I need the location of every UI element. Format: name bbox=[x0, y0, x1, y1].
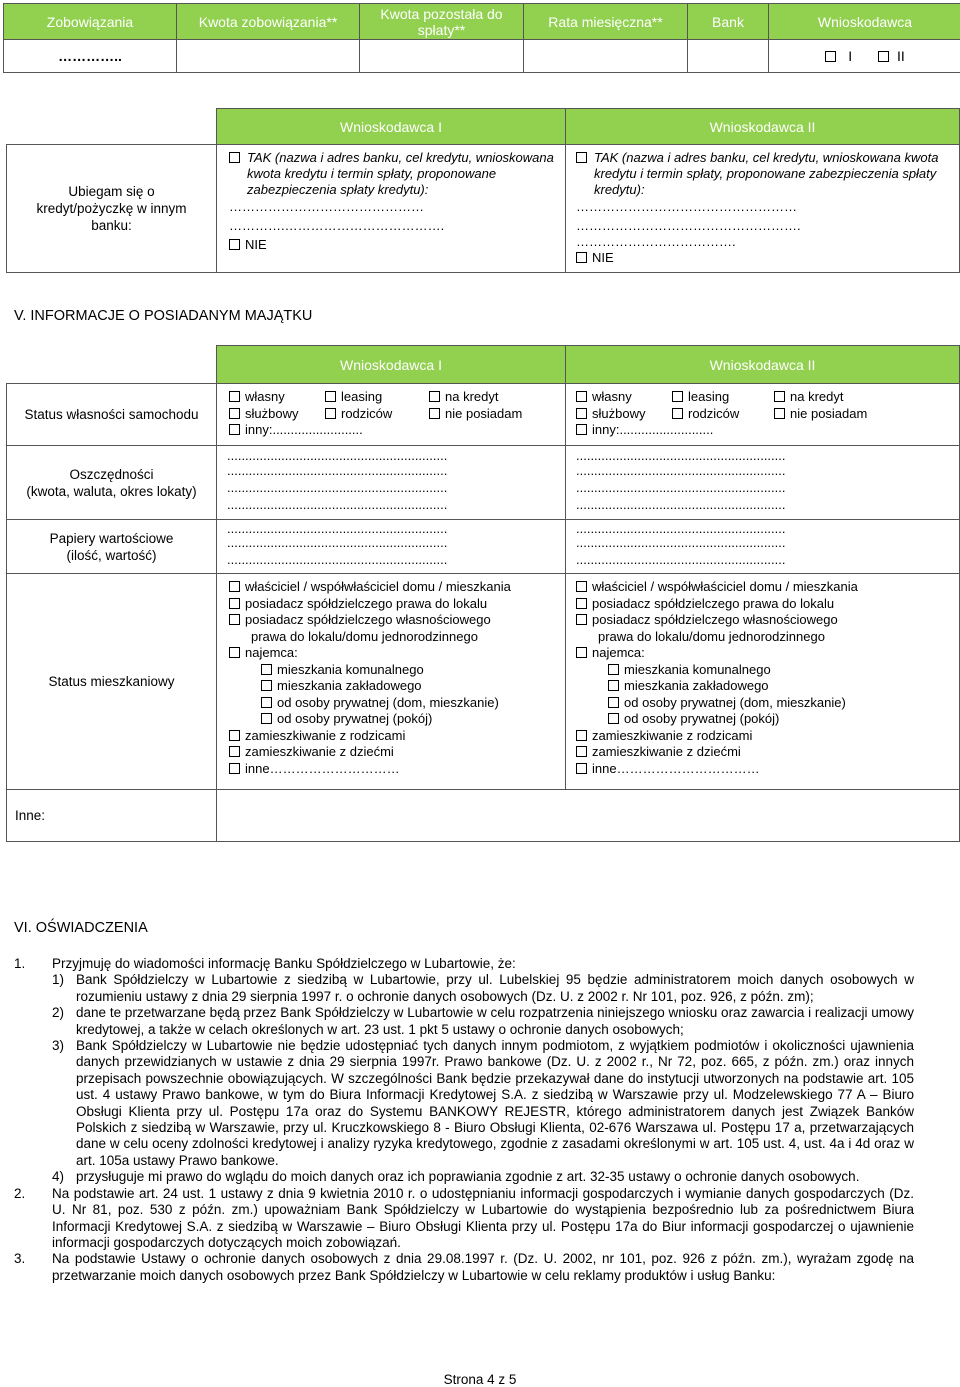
h2-parents-checkbox[interactable] bbox=[576, 730, 587, 741]
header-obligations: Zobowiązania bbox=[4, 4, 177, 40]
securities-dots-1c: ............................................................. bbox=[227, 551, 565, 568]
car-company-label: służbowy bbox=[245, 406, 298, 421]
declaration-1-text: Przyjmuję do wiadomości informację Banku Spółdzielczego w Lubartowie, że: bbox=[52, 956, 914, 972]
car2-none-option bbox=[774, 406, 867, 423]
h1-coop-owner bbox=[229, 596, 565, 613]
declaration-1-item-4 bbox=[52, 1169, 914, 1185]
item-4-number: 4) bbox=[52, 1169, 76, 1185]
securities-applicant-2[interactable] bbox=[566, 520, 960, 574]
yes-label-2: TAK (nazwa i adres banku, cel kredytu, wnioskowana kwota kredytu i termin spłaty, proponowane zabezpieczenia spłaty kredytu): bbox=[594, 150, 951, 198]
h2-private-room-label: od osoby prywatnej (pokój) bbox=[624, 711, 779, 726]
item-3-number: 3) bbox=[52, 1038, 76, 1169]
applicant-ii-label: II bbox=[897, 48, 905, 64]
h2-coop-owner-label: posiadacz spółdzielczego prawa do lokalu bbox=[592, 596, 834, 611]
declaration-1-item-3 bbox=[52, 1038, 914, 1169]
h2-parents bbox=[576, 728, 959, 745]
car-own-label: własny bbox=[245, 389, 285, 404]
h1-municipal-label: mieszkania komunalnego bbox=[277, 662, 424, 677]
car-own-option bbox=[229, 389, 325, 406]
obligation-remaining-cell[interactable] bbox=[360, 40, 524, 73]
car-other-option bbox=[229, 422, 565, 439]
h2-other bbox=[576, 761, 959, 778]
empty-corner bbox=[7, 109, 217, 145]
obligations-table bbox=[3, 3, 960, 73]
h2-private-house-checkbox[interactable] bbox=[608, 697, 619, 708]
h1-company-checkbox[interactable] bbox=[261, 680, 272, 691]
h2-coop-owner-checkbox[interactable] bbox=[576, 598, 587, 609]
h1-tenant-checkbox[interactable] bbox=[229, 647, 240, 658]
obligation-bank-cell[interactable] bbox=[688, 40, 769, 73]
car2-credit-checkbox[interactable] bbox=[774, 391, 785, 402]
savings-label-2: (kwota, waluta, okres lokaty) bbox=[7, 483, 216, 500]
other-loans-applicant-2 bbox=[566, 145, 960, 273]
h1-private-room-checkbox[interactable] bbox=[261, 713, 272, 724]
h2-municipal-label: mieszkania komunalnego bbox=[624, 662, 771, 677]
h1-owner bbox=[229, 579, 565, 596]
h1-company bbox=[229, 678, 565, 695]
item-2-number: 2) bbox=[52, 1005, 76, 1038]
car2-company-label: służbowy bbox=[592, 406, 645, 421]
h1-owner-label: właściciel / współwłaściciel domu / mieszkania bbox=[245, 579, 511, 594]
header-installment: Rata miesięczna** bbox=[524, 4, 688, 40]
obligation-amount-cell[interactable] bbox=[177, 40, 360, 73]
car2-none-label: nie posiadam bbox=[790, 406, 867, 421]
applicant-i-checkbox[interactable] bbox=[825, 51, 836, 62]
h1-coop-prop bbox=[229, 612, 565, 629]
h2-other-checkbox[interactable] bbox=[576, 763, 587, 774]
other-input[interactable] bbox=[217, 790, 960, 842]
h1-private-room bbox=[229, 711, 565, 728]
h1-municipal bbox=[229, 662, 565, 679]
h2-coop-prop-checkbox[interactable] bbox=[576, 614, 587, 625]
savings-dots-2d: .......................................................... bbox=[576, 496, 959, 513]
other-loans-header-1: Wnioskodawca I bbox=[217, 109, 566, 145]
yes-checkbox-2[interactable] bbox=[576, 152, 587, 163]
h1-children-label: zamieszkiwanie z dziećmi bbox=[245, 744, 394, 759]
h2-coop-prop-2-label: prawa do lokalu/domu jednorodzinnego bbox=[598, 629, 825, 644]
car-row-1 bbox=[229, 389, 565, 406]
declaration-1-item-2 bbox=[52, 1005, 914, 1038]
car2-credit-option bbox=[774, 389, 843, 406]
no-label-2: NIE bbox=[592, 250, 614, 265]
h1-other-checkbox[interactable] bbox=[229, 763, 240, 774]
h2-tenant bbox=[576, 645, 959, 662]
securities-label bbox=[7, 520, 217, 574]
page-number: Strona 4 z 5 bbox=[0, 1372, 960, 1387]
dots-2c[interactable]: ………………………………. bbox=[576, 234, 951, 250]
h2-other-label: inne…………………………… bbox=[592, 761, 760, 776]
h1-other-label: inne………………………… bbox=[245, 761, 400, 776]
h1-coop-prop-2-label: prawa do lokalu/domu jednorodzinnego bbox=[251, 629, 478, 644]
h2-company bbox=[576, 678, 959, 695]
dots-2b[interactable]: ……………………………………………. bbox=[576, 218, 951, 234]
car-leasing-option bbox=[325, 389, 429, 406]
assets-header-2: Wnioskodawca II bbox=[566, 346, 960, 384]
h2-private-house-label: od osoby prywatnej (dom, mieszkanie) bbox=[624, 695, 846, 710]
car-row-2 bbox=[229, 406, 565, 423]
savings-applicant-1[interactable] bbox=[217, 446, 566, 520]
securities-dots-2b: .......................................................... bbox=[576, 534, 959, 551]
declaration-1-item-1 bbox=[52, 972, 914, 1005]
other-loans-table bbox=[6, 108, 960, 273]
header-amount: Kwota zobowiązania** bbox=[177, 4, 360, 40]
assets-corner bbox=[7, 346, 217, 384]
securities-dots-1a: ............................................................. bbox=[227, 524, 565, 534]
securities-dots-2a: .......................................................... bbox=[576, 524, 959, 534]
other-label-text: Inne: bbox=[15, 808, 45, 823]
other-label bbox=[7, 790, 217, 842]
h2-children-checkbox[interactable] bbox=[576, 746, 587, 757]
h1-private-house-label: od osoby prywatnej (dom, mieszkanie) bbox=[277, 695, 499, 710]
car-company-option bbox=[229, 406, 325, 423]
car2-row-1 bbox=[576, 389, 959, 406]
dots-2a[interactable]: …………………………………………… bbox=[576, 199, 951, 215]
item-1-text: Bank Spółdzielczy w Lubartowie z siedzibą w Lubartowie, przy ul. Lubelskiej 95 będzie administratorem moich danych osobowych w rozumieniu ustawy z dnia 29 sierpnia 1997 r. o ochronie danych osobowych (Dz. U. z 2002 r. Nr 101, poz. 926, z późn. zm); bbox=[76, 972, 914, 1005]
car2-other-checkbox[interactable] bbox=[576, 424, 587, 435]
car2-row-2 bbox=[576, 406, 959, 423]
other-loans-label: Ubiegam się o kredyt/pożyczkę w innym banku: bbox=[7, 145, 217, 273]
car-parents-option bbox=[325, 406, 429, 423]
header-remaining: Kwota pozostała do spłaty** bbox=[360, 4, 524, 40]
yes-option-1 bbox=[229, 150, 557, 198]
car-credit-option bbox=[429, 389, 498, 406]
h2-company-label: mieszkania zakładowego bbox=[624, 678, 769, 693]
car2-own-checkbox[interactable] bbox=[576, 391, 587, 402]
savings-dots-2b: .......................................................... bbox=[576, 462, 959, 479]
dots-1b[interactable]: ………….………………………………. bbox=[229, 218, 557, 234]
car2-company-checkbox[interactable] bbox=[576, 408, 587, 419]
h1-children bbox=[229, 744, 565, 761]
declaration-3 bbox=[14, 1251, 914, 1284]
item-1-number: 1) bbox=[52, 972, 76, 1005]
no-label-1: NIE bbox=[245, 237, 267, 252]
car-leasing-checkbox[interactable] bbox=[325, 391, 336, 402]
item-3-text: Bank Spółdzielczy w Lubartowie nie będzie udostępniać tych danych innym podmiotom, z wyjątkiem podmiotów i okoliczności ujawnienia danych przewidzianych w ustawie z dnia 29 sierpnia 1997r. Prawo bankowe (Dz. U. z 2002 r., Nr 72, poz. 665, z późn. zm.) oraz innych przepisach powszechnie obowiązujących. W szczególności Bank będzie przekazywał dane do instytucji utworzonych na podstawie art. 105 ust. 4 ustawy Prawo bankowe, w tym do Biura Informacji Kredytowej S.A. z siedzibą w Warszawie przy ul. Modzelewskiego 77 A – Biuro Obsługi Klienta przy ul. Postępu 17a oraz do Systemu BANKOWY REJESTR, którego administratorem danych jest Związek Banków Polskich z siedzibą w Warszawie, przy ul. Kruczkowskiego 8 - Biuro Obsługi Klienta, 02-676 Warszawa ul. Postępu 17 a, przetwarzających dane w celu oceny zdolności kredytowej i analizy ryzyka kredytowego, zgodnie z zasadami określonymi w art. 105 ust. 4, ust. 4a i 4d oraz w art. 105a ustawy Prawo bankowe. bbox=[76, 1038, 914, 1169]
applicant-ii-checkbox[interactable] bbox=[878, 51, 889, 62]
securities-dots-1b: ............................................................. bbox=[227, 534, 565, 551]
assets-header-1: Wnioskodawca I bbox=[217, 346, 566, 384]
h2-coop-prop bbox=[576, 612, 959, 629]
car-credit-checkbox[interactable] bbox=[429, 391, 440, 402]
declaration-1-number: 1. bbox=[14, 956, 52, 972]
no-checkbox-2[interactable] bbox=[576, 252, 587, 263]
savings-dots-1a: ............................................................. bbox=[227, 450, 565, 462]
obligation-applicant-cell bbox=[769, 40, 960, 73]
car2-none-checkbox[interactable] bbox=[774, 408, 785, 419]
car2-parents-checkbox[interactable] bbox=[672, 408, 683, 419]
declaration-3-text: Na podstawie Ustawy o ochronie danych osobowych z dnia 29.08.1997 r. (Dz. U. 2002, nr 101, poz. 926 z późn. zm.), wyrażam zgodę na przetwarzanie moich danych osobowych przez Bank Spółdzielczy w Lubartowie w celu reklamy produktów i usług Banku: bbox=[52, 1251, 914, 1284]
h2-children bbox=[576, 744, 959, 761]
car2-leasing-checkbox[interactable] bbox=[672, 391, 683, 402]
other-loans-applicant-1 bbox=[217, 145, 566, 273]
car-leasing-label: leasing bbox=[341, 389, 382, 404]
no-option-1 bbox=[229, 237, 557, 253]
savings-label-1: Oszczędności bbox=[7, 466, 216, 483]
header-bank: Bank bbox=[688, 4, 769, 40]
car-none-label: nie posiadam bbox=[445, 406, 522, 421]
car2-parents-label: rodziców bbox=[688, 406, 739, 421]
car-credit-label: na kredyt bbox=[445, 389, 498, 404]
h2-private-house bbox=[576, 695, 959, 712]
header-applicant: Wnioskodawca bbox=[769, 4, 960, 40]
declaration-2 bbox=[14, 1186, 914, 1252]
h2-private-room-checkbox[interactable] bbox=[608, 713, 619, 724]
other-loans-header-2: Wnioskodawca II bbox=[566, 109, 960, 145]
h1-parents-label: zamieszkiwanie z rodzicami bbox=[245, 728, 405, 743]
h1-children-checkbox[interactable] bbox=[229, 746, 240, 757]
obligation-name-cell[interactable] bbox=[4, 40, 177, 73]
h2-children-label: zamieszkiwanie z dziećmi bbox=[592, 744, 741, 759]
h1-company-label: mieszkania zakładowego bbox=[277, 678, 422, 693]
savings-dots-1b: ............................................................. bbox=[227, 462, 565, 479]
securities-label-1: Papiery wartościowe bbox=[7, 530, 216, 547]
car2-own-label: własny bbox=[592, 389, 632, 404]
h1-tenant-label: najemca: bbox=[245, 645, 298, 660]
declaration-3-number: 3. bbox=[14, 1251, 52, 1284]
h1-owner-checkbox[interactable] bbox=[229, 581, 240, 592]
h1-municipal-checkbox[interactable] bbox=[261, 664, 272, 675]
yes-label-1: TAK (nazwa i adres banku, cel kredytu, wnioskowana kwota kredytu i termin spłaty, proponowane zabezpieczenia spłaty kredytu): bbox=[247, 150, 557, 198]
h2-owner bbox=[576, 579, 959, 596]
h1-other bbox=[229, 761, 565, 778]
housing-applicant-1 bbox=[217, 574, 566, 790]
declarations bbox=[14, 956, 914, 1284]
savings-dots-1d: ............................................................. bbox=[227, 496, 565, 513]
car-status-label: Status własności samochodu bbox=[7, 384, 217, 446]
car2-leasing-option bbox=[672, 389, 774, 406]
assets-table bbox=[6, 345, 960, 842]
car-none-option bbox=[429, 406, 522, 423]
obligation-installment-cell[interactable] bbox=[524, 40, 688, 73]
car-parents-checkbox[interactable] bbox=[325, 408, 336, 419]
item-4-text: przysługuje mi prawo do wglądu do moich danych oraz ich poprawiania zgodnie z art. 32-35 ustawy o ochronie danych osobowych. bbox=[76, 1169, 914, 1185]
h1-private-house-checkbox[interactable] bbox=[261, 697, 272, 708]
housing-applicant-2 bbox=[566, 574, 960, 790]
car2-other-label: inny:.......................... bbox=[592, 422, 713, 437]
no-checkbox-1[interactable] bbox=[229, 239, 240, 250]
h2-owner-label: właściciel / współwłaściciel domu / mieszkania bbox=[592, 579, 858, 594]
h2-coop-prop-2 bbox=[576, 629, 959, 646]
savings-dots-2a: .......................................................... bbox=[576, 450, 959, 462]
savings-label bbox=[7, 446, 217, 520]
car2-company-option bbox=[576, 406, 672, 423]
car-none-checkbox[interactable] bbox=[429, 408, 440, 419]
yes-checkbox-1[interactable] bbox=[229, 152, 240, 163]
declaration-2-number: 2. bbox=[14, 1186, 52, 1252]
yes-option-2 bbox=[576, 150, 951, 198]
car2-leasing-label: leasing bbox=[688, 389, 729, 404]
h1-parents bbox=[229, 728, 565, 745]
car2-own-option bbox=[576, 389, 672, 406]
h2-coop-owner bbox=[576, 596, 959, 613]
car-parents-label: rodziców bbox=[341, 406, 392, 421]
securities-dots-2c: .......................................................... bbox=[576, 551, 959, 568]
h1-coop-prop-label: posiadacz spółdzielczego własnościowego bbox=[245, 612, 491, 627]
car-status-applicant-1 bbox=[217, 384, 566, 446]
securities-applicant-1[interactable] bbox=[217, 520, 566, 574]
car-other-label: inny:......................... bbox=[245, 422, 363, 437]
dots-1a[interactable]: ……………………………………… bbox=[229, 199, 557, 215]
car-own-checkbox[interactable] bbox=[229, 391, 240, 402]
car2-credit-label: na kredyt bbox=[790, 389, 843, 404]
car-other-checkbox[interactable] bbox=[229, 424, 240, 435]
savings-dots-1c: ............................................................. bbox=[227, 479, 565, 496]
h1-coop-prop-checkbox[interactable] bbox=[229, 614, 240, 625]
h1-parents-checkbox[interactable] bbox=[229, 730, 240, 741]
obligation-placeholder: ………….. bbox=[58, 48, 122, 64]
h2-owner-checkbox[interactable] bbox=[576, 581, 587, 592]
applicant-i-label: I bbox=[848, 48, 852, 64]
h2-private-room bbox=[576, 711, 959, 728]
no-option-2 bbox=[576, 250, 951, 266]
h1-coop-prop-2 bbox=[229, 629, 565, 646]
housing-label: Status mieszkaniowy bbox=[7, 574, 217, 790]
h2-company-checkbox[interactable] bbox=[608, 680, 619, 691]
h2-tenant-label: najemca: bbox=[592, 645, 645, 660]
declaration-1 bbox=[14, 956, 914, 972]
declaration-2-text: Na podstawie art. 24 ust. 1 ustawy z dnia 9 kwietnia 2010 r. o udostępnianiu informacji gospodarczych i wymianie danych gospodarczych (Dz. U. Nr 81, poz. 530 z późn. zm.) upoważniam Bank Spółdzielczy w Lubartowie do wystąpienia bezpośrednio lub za pośrednictwem Biura Informacji Kredytowej S.A. z siedzibą w Warszawie – Biuro Obsługi Klienta przy ul. Postępu 17a do Biur informacji gospodarczej o ujawnienie informacji gospodarczych dotyczących moich zobowiązań. bbox=[52, 1186, 914, 1252]
securities-label-2: (ilość, wartość) bbox=[7, 547, 216, 564]
car-company-checkbox[interactable] bbox=[229, 408, 240, 419]
item-2-text: dane te przetwarzane będą przez Bank Spółdzielczy w Lubartowie w celu rozpatrzenia niniejszego wniosku oraz zawarcia i realizacji umowy kredytowej, a także w celach określonych w art. 23 ust. 1 pkt 5 ustawy o ochronie danych osobowych; bbox=[76, 1005, 914, 1038]
savings-dots-2c: .......................................................... bbox=[576, 479, 959, 496]
h1-private-house bbox=[229, 695, 565, 712]
h1-tenant bbox=[229, 645, 565, 662]
section-v-title: V. INFORMACJE O POSIADANYM MAJĄTKU bbox=[14, 308, 312, 324]
car2-other-option bbox=[576, 422, 959, 439]
section-vi-title: VI. OŚWIADCZENIA bbox=[14, 920, 148, 936]
savings-applicant-2[interactable] bbox=[566, 446, 960, 520]
h1-coop-owner-label: posiadacz spółdzielczego prawa do lokalu bbox=[245, 596, 487, 611]
h1-coop-owner-checkbox[interactable] bbox=[229, 598, 240, 609]
h2-municipal-checkbox[interactable] bbox=[608, 664, 619, 675]
h2-tenant-checkbox[interactable] bbox=[576, 647, 587, 658]
car2-parents-option bbox=[672, 406, 774, 423]
h2-parents-label: zamieszkiwanie z rodzicami bbox=[592, 728, 752, 743]
car-status-applicant-2 bbox=[566, 384, 960, 446]
h2-municipal bbox=[576, 662, 959, 679]
h1-private-room-label: od osoby prywatnej (pokój) bbox=[277, 711, 432, 726]
h2-coop-prop-label: posiadacz spółdzielczego własnościowego bbox=[592, 612, 838, 627]
